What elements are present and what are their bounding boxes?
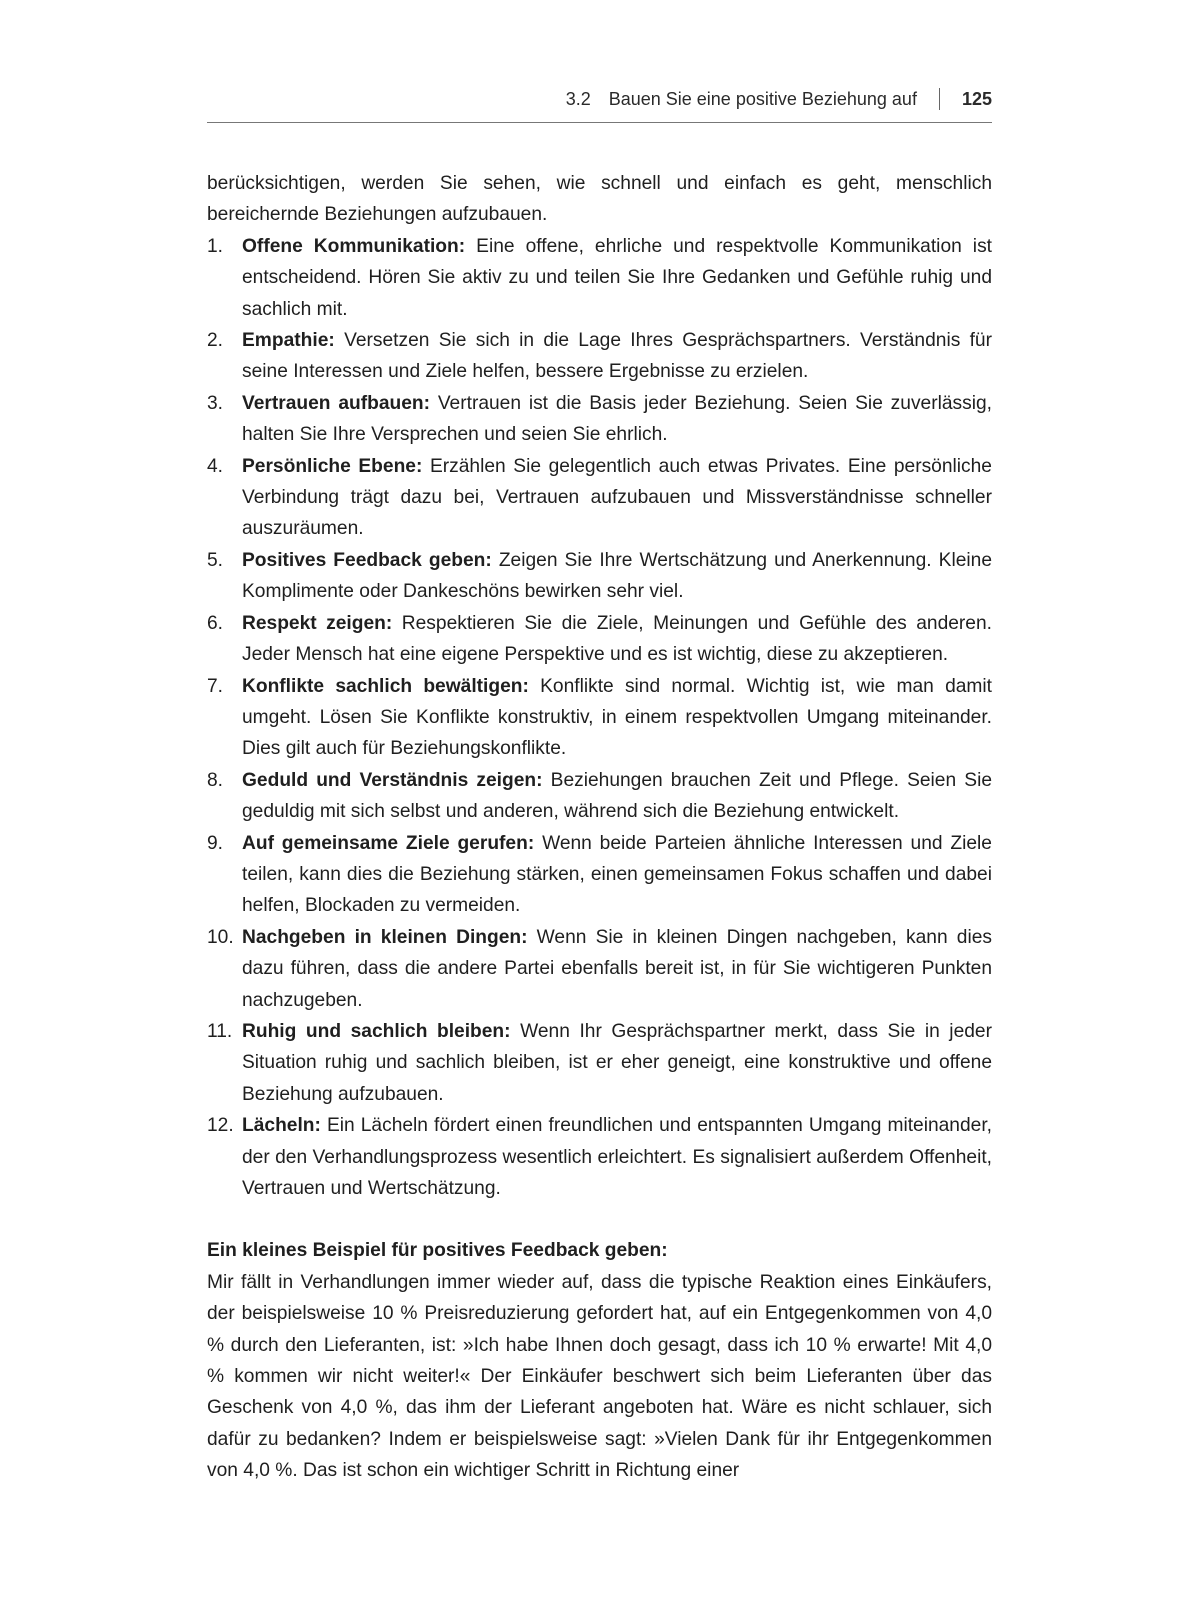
- list-item: [207, 325, 992, 388]
- list-term: Nachgeben in kleinen Dingen:: [242, 926, 528, 948]
- list-term: Konflikte sachlich bewältigen:: [242, 675, 529, 697]
- list-number: 9.: [207, 832, 224, 854]
- list-item: [207, 451, 992, 545]
- list-text: Vertrauen ist die Basis jeder Beziehung. Seien Sie zuverlässig, halten Sie Ihre Versprechen und seien Sie ehrlich.: [242, 392, 992, 446]
- list-number: 7.: [207, 675, 224, 697]
- list-item: [207, 231, 992, 325]
- list-text: Beziehungen brauchen Zeit und Pflege. Seien Sie geduldig mit sich selbst und anderen, während sich die Beziehung entwickelt.: [242, 769, 992, 823]
- list-text: Konflikte sind normal. Wichtig ist, wie man damit umgeht. Lösen Sie Konflikte konstruktiv, in einem respektvollen Umgang miteinander. Dies gilt auch für Beziehungskonflikte.: [242, 675, 992, 760]
- list-number: 11.: [207, 1020, 233, 1042]
- list-term: Offene Kommunikation:: [242, 235, 466, 257]
- list-term: Vertrauen aufbauen:: [242, 392, 430, 414]
- example-heading: Ein kleines Beispiel für positives Feedback geben:: [207, 1240, 668, 1262]
- list-item: [207, 765, 992, 828]
- list-item: [207, 545, 992, 608]
- list-number: 2.: [207, 330, 224, 352]
- list-term: Ruhig und sachlich bleiben:: [242, 1020, 511, 1042]
- list-item: [207, 922, 992, 1016]
- list-number: 1.: [207, 235, 224, 257]
- list-term: Empathie:: [242, 330, 335, 352]
- list-text: Wenn Ihr Gesprächspartner merkt, dass Sie in jeder Situation ruhig und sachlich bleiben, ist er eher geneigt, eine konstruktive und offene Beziehung aufzubauen.: [242, 1020, 992, 1105]
- header-separator: [939, 88, 940, 110]
- list-term: Geduld und Verständnis zeigen:: [242, 769, 543, 791]
- list-term: Positives Feedback geben:: [242, 549, 492, 571]
- header-rule: [207, 122, 992, 123]
- list-number: 8.: [207, 769, 224, 791]
- list-text: Respektieren Sie die Ziele, Meinungen und Gefühle des anderen. Jeder Mensch hat eine eigene Perspektive und es ist wichtig, diese zu akzeptieren.: [242, 612, 992, 666]
- intro-paragraph: berücksichtigen, werden Sie sehen, wie schnell und einfach es geht, menschlich bereichernde Beziehungen aufzubauen.: [207, 173, 992, 226]
- list-item: [207, 388, 992, 451]
- page-number: 125: [961, 88, 992, 109]
- list-item: [207, 1016, 992, 1110]
- list-number: 5.: [207, 549, 224, 571]
- list-text: Wenn beide Parteien ähnliche Interessen und Ziele teilen, kann dies die Beziehung stärken, einen gemeinsamen Fokus schaffen und dabei helfen, Blockaden zu vermeiden.: [242, 832, 992, 917]
- page-body: [207, 168, 992, 1487]
- tips-list: [207, 231, 992, 1205]
- list-text: Ein Lächeln fördert einen freundlichen und entspannten Umgang miteinander, der den Verhandlungsprozess wesentlich erleichtert. Es signalisiert außerdem Offenheit, Vertrauen und Wertschätzung.: [242, 1115, 992, 1199]
- list-item: [207, 608, 992, 671]
- list-item: [207, 828, 992, 922]
- list-number: 4.: [207, 455, 224, 477]
- example-paragraph: Mir fällt in Verhandlungen immer wieder auf, dass die typische Reaktion eines Einkäufers, der beispielsweise 10 % Preisreduzierung gefordert hat, auf ein Entgegenkommen von 4,0 % durch den Lieferanten, ist: »Ich habe Ihnen doch gesagt, dass ich 10 % erwarte! Mit 4,0 % kommen wir nicht weiter!« Der Einkäufer beschwert sich beim Lieferanten über das Geschenk von 4,0 %, das ihm der Lieferant angeboten hat. Wäre es nicht schlauer, sich dafür zu bedanken? Indem er beispielsweise sagt: »Vielen Dank für ihr Entgegenkommen von 4,0 %. Das ist schon ein wichtiger Schritt in Richtung einer: [207, 1271, 992, 1482]
- list-text: Wenn Sie in kleinen Dingen nachgeben, kann dies dazu führen, dass die andere Partei ebenfalls bereit ist, in für Sie wichtigeren Punkten nachzugeben.: [242, 926, 992, 1011]
- list-text: Versetzen Sie sich in die Lage Ihres Gesprächspartners. Verständnis für seine Interessen und Ziele helfen, bessere Ergebnisse zu erzielen.: [242, 330, 992, 383]
- list-text: Zeigen Sie Ihre Wertschätzung und Anerkennung. Kleine Komplimente oder Dankeschöns bewirken sehr viel.: [242, 549, 992, 603]
- list-item: [207, 1110, 992, 1204]
- list-number: 10.: [207, 926, 234, 948]
- list-text: Erzählen Sie gelegentlich auch etwas Privates. Eine persönliche Verbindung trägt dazu bei, Vertrauen aufzubauen und Missverständnisse schneller auszuräumen.: [242, 455, 992, 540]
- list-number: 3.: [207, 392, 224, 414]
- list-item: [207, 671, 992, 765]
- list-text: Eine offene, ehrliche und respektvolle Kommunikation ist entscheidend. Hören Sie aktiv zu und teilen Sie Ihre Gedanken und Gefühle ruhig und sachlich mit.: [242, 235, 992, 320]
- list-term: Respekt zeigen:: [242, 612, 393, 634]
- section-number: 3.2: [565, 88, 591, 109]
- list-term: Auf gemeinsame Ziele gerufen:: [242, 832, 535, 854]
- list-term: Lächeln:: [242, 1115, 321, 1137]
- running-head: [207, 88, 992, 110]
- section-title: Bauen Sie eine positive Beziehung auf: [608, 88, 917, 109]
- list-term: Persönliche Ebene:: [242, 455, 423, 477]
- list-number: 6.: [207, 612, 224, 634]
- list-number: 12.: [207, 1115, 234, 1137]
